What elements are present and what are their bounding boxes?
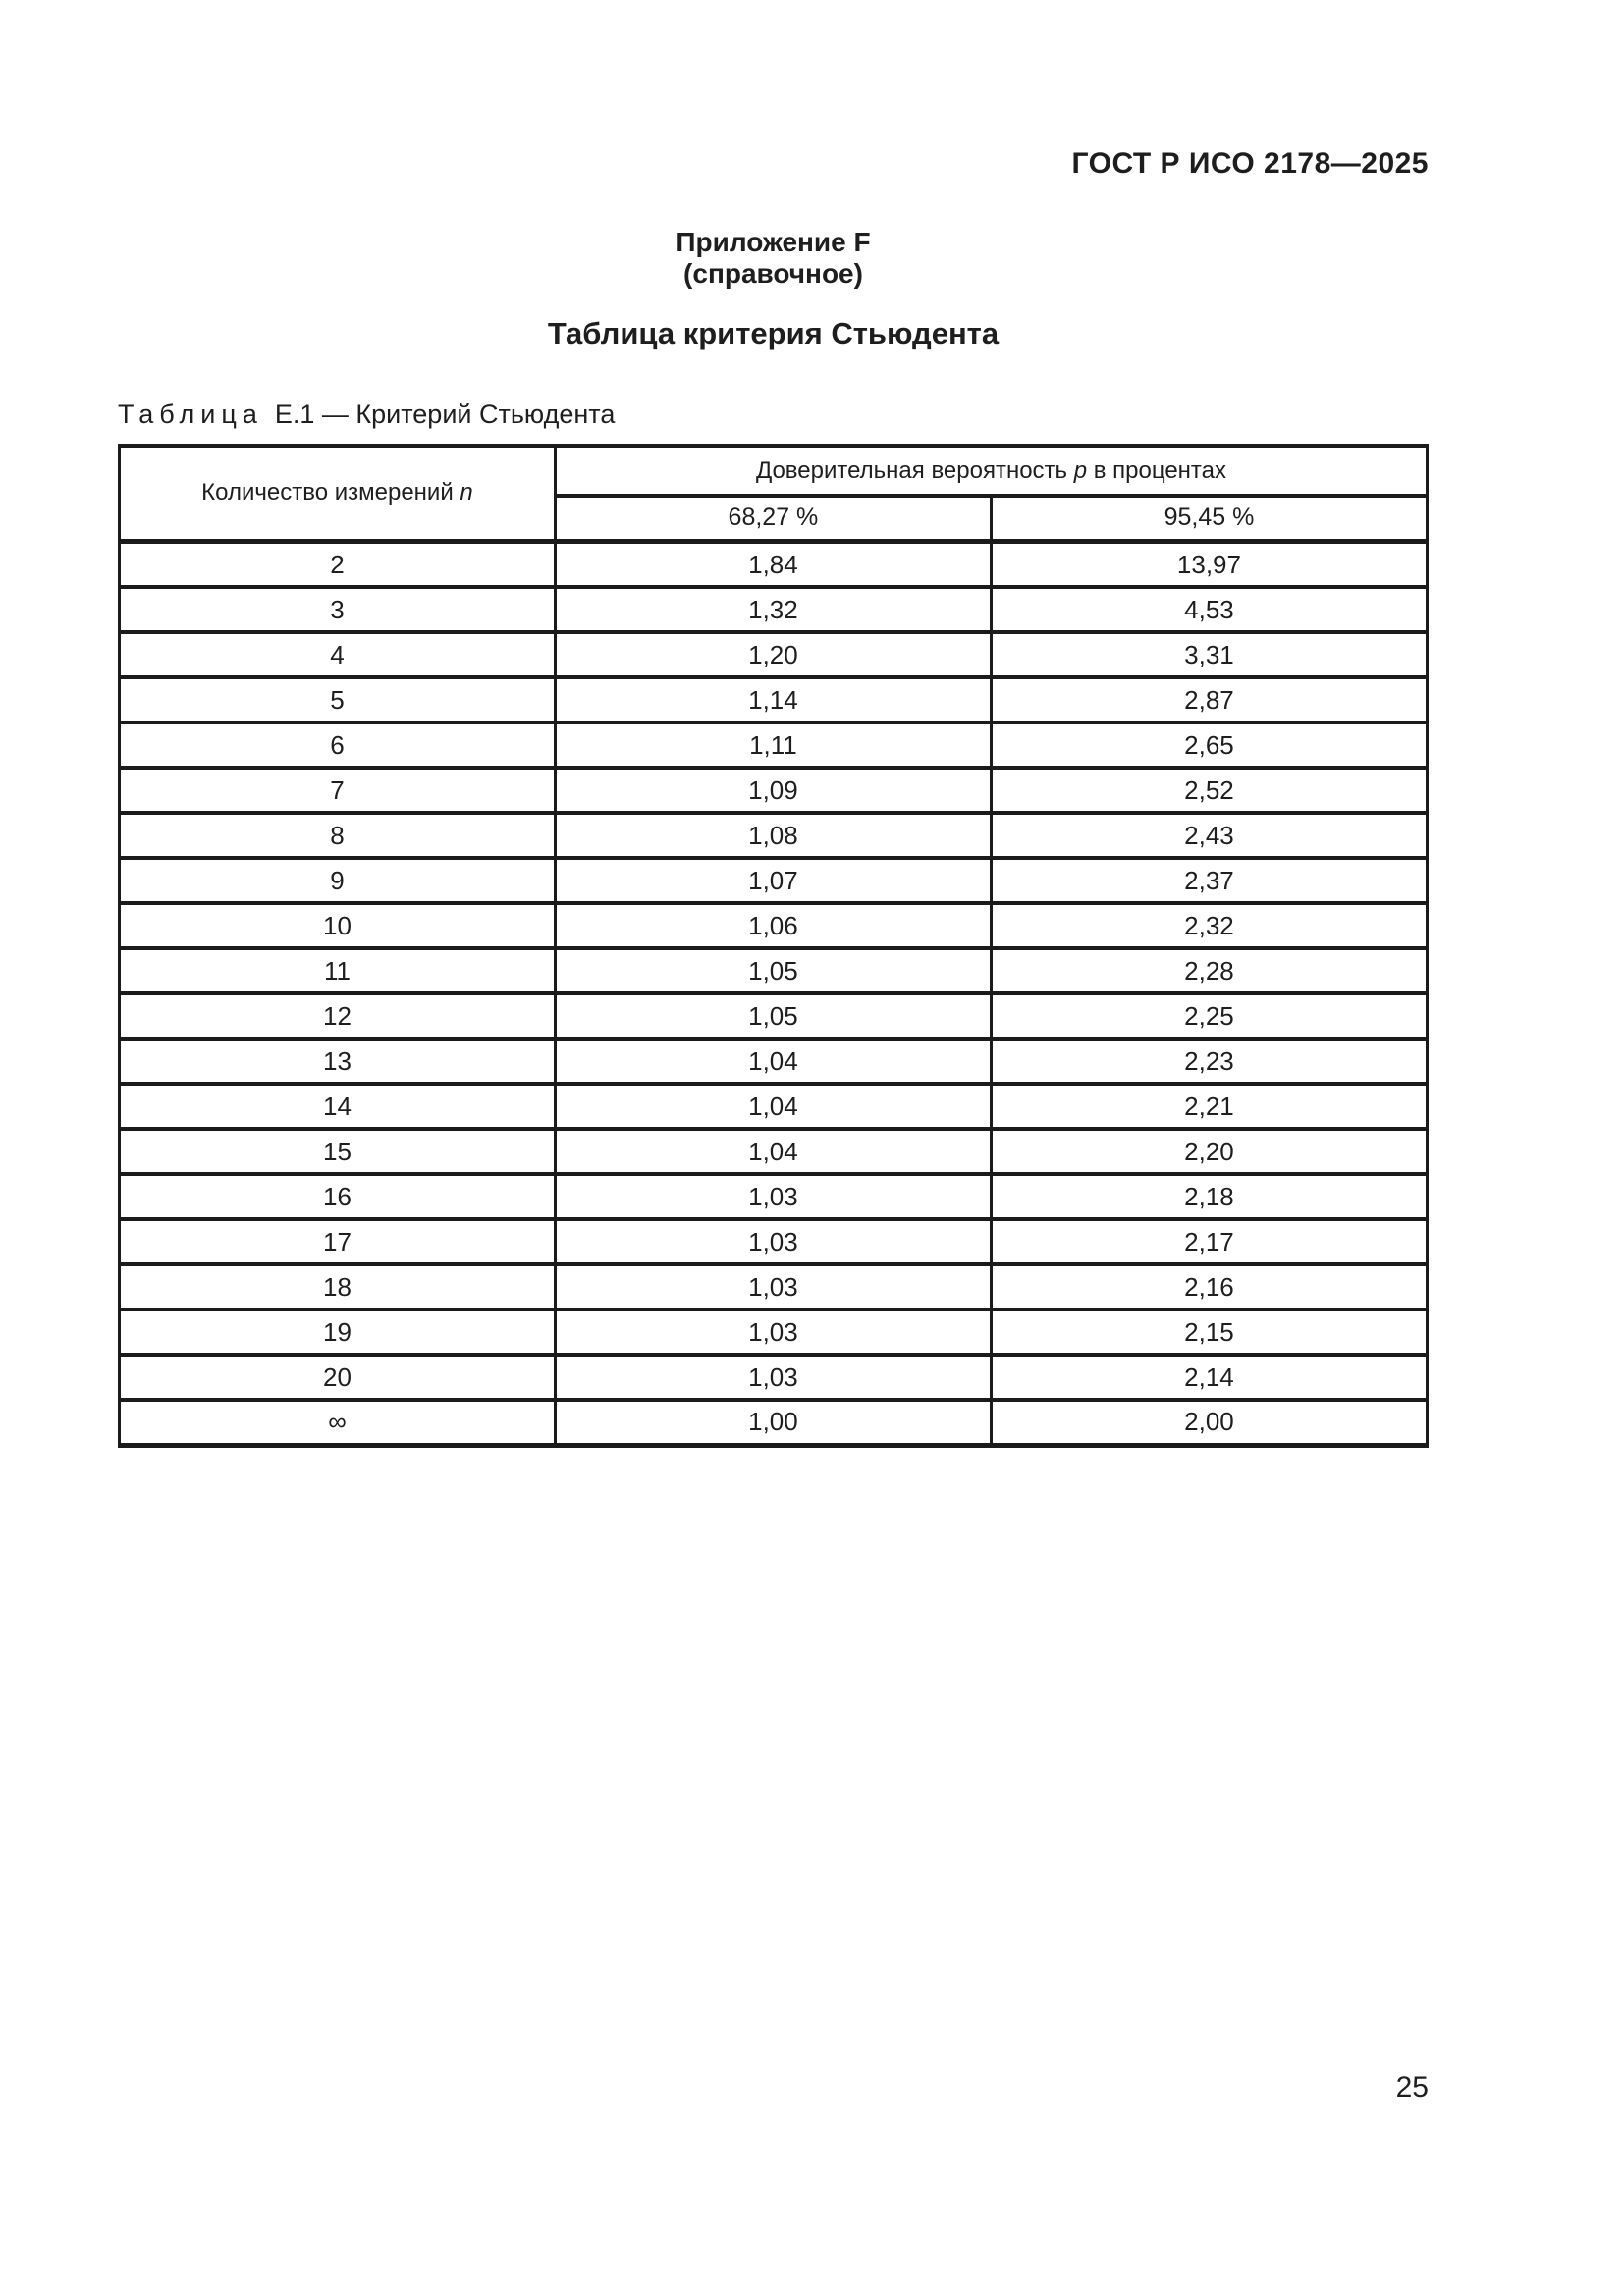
table-cell: 3,31 xyxy=(991,632,1427,677)
table-cell: 5 xyxy=(120,677,556,722)
table-cell: 1,05 xyxy=(555,993,991,1039)
table-row xyxy=(120,1264,1428,1309)
table-cell: 20 xyxy=(120,1355,556,1400)
table-cell: 10 xyxy=(120,903,556,948)
table-cell: 4,53 xyxy=(991,587,1427,632)
table-row xyxy=(120,1129,1428,1174)
table-row xyxy=(120,948,1428,993)
table-cell: 1,04 xyxy=(555,1039,991,1084)
col-header-measurement-count xyxy=(120,446,556,539)
col-header-measurement-count-var: n xyxy=(460,479,473,507)
table-header xyxy=(120,446,1428,542)
table-cell: 1,00 xyxy=(555,1400,991,1445)
table-row xyxy=(120,813,1428,858)
table-cell: 1,04 xyxy=(555,1084,991,1129)
appendix-title: Таблица критерия Стьюдента xyxy=(547,316,1000,350)
table-cell: 2,20 xyxy=(991,1129,1427,1174)
col-header-confidence-probability xyxy=(555,446,1427,496)
table-cell: 1,03 xyxy=(555,1219,991,1264)
student-criterion-table xyxy=(118,444,1429,1448)
table-row xyxy=(120,1309,1428,1355)
table-cell: 2,16 xyxy=(991,1264,1427,1309)
table-cell: ∞ xyxy=(120,1400,556,1445)
table-cell: 2,17 xyxy=(991,1219,1427,1264)
table-cell: 9 xyxy=(120,858,556,903)
table-row xyxy=(120,1039,1428,1084)
table-cell: 4 xyxy=(120,632,556,677)
table-cell: 1,05 xyxy=(555,948,991,993)
table-cell: 17 xyxy=(120,1219,556,1264)
page-number: 25 xyxy=(1395,2071,1429,2104)
table-row xyxy=(120,993,1428,1039)
appendix-note: (справочное) xyxy=(683,258,863,289)
table-cell: 2,14 xyxy=(991,1355,1427,1400)
table-caption-word: Таблица xyxy=(118,400,263,429)
table-cell: 13 xyxy=(120,1039,556,1084)
table-cell: 1,03 xyxy=(555,1355,991,1400)
table-cell: 2,25 xyxy=(991,993,1427,1039)
table-cell: 1,20 xyxy=(555,632,991,677)
table-cell: 16 xyxy=(120,1174,556,1219)
table-cell: 13,97 xyxy=(991,542,1427,587)
table-row xyxy=(120,903,1428,948)
table-cell: 2,87 xyxy=(991,677,1427,722)
table-cell: 1,08 xyxy=(555,813,991,858)
table-row xyxy=(120,1400,1428,1445)
table-cell: 2,37 xyxy=(991,858,1427,903)
table-cell: 2,65 xyxy=(991,722,1427,768)
table-header-row-1 xyxy=(120,446,1428,496)
table-cell: 2,32 xyxy=(991,903,1427,948)
col-header-confidence-text-before: Доверительная вероятность xyxy=(755,456,1074,484)
table-cell: 2,28 xyxy=(991,948,1427,993)
table-row xyxy=(120,1219,1428,1264)
table-cell: 1,03 xyxy=(555,1264,991,1309)
subheader-95-45: 95,45 % xyxy=(991,496,1427,539)
table-cell: 2,52 xyxy=(991,768,1427,813)
subheader-68-27: 68,27 % xyxy=(555,496,991,539)
table-cell: 1,84 xyxy=(555,542,991,587)
col-header-confidence-var: p xyxy=(1073,456,1088,484)
table-caption xyxy=(118,400,1429,430)
table-cell: 1,06 xyxy=(555,903,991,948)
table-cell: 1,03 xyxy=(555,1174,991,1219)
table-row xyxy=(120,1084,1428,1129)
table-cell: 2,00 xyxy=(991,1400,1427,1445)
table-row xyxy=(120,677,1428,722)
table-row xyxy=(120,1174,1428,1219)
table-caption-rest: Е.1 — Критерий Стьюдента xyxy=(274,400,616,429)
table-row xyxy=(120,542,1428,587)
table-cell: 6 xyxy=(120,722,556,768)
table-cell: 15 xyxy=(120,1129,556,1174)
table-row xyxy=(120,587,1428,632)
table-cell: 1,14 xyxy=(555,677,991,722)
table-cell: 1,04 xyxy=(555,1129,991,1174)
doc-code: ГОСТ Р ИСО 2178—2025 xyxy=(1071,147,1429,180)
table-cell: 2,15 xyxy=(991,1309,1427,1355)
table-row xyxy=(120,768,1428,813)
col-header-confidence-text-after: в процентах xyxy=(1087,456,1227,484)
table-cell: 3 xyxy=(120,587,556,632)
table-cell: 2,43 xyxy=(991,813,1427,858)
table-cell: 1,09 xyxy=(555,768,991,813)
student-table-body xyxy=(120,542,1428,1445)
table-row xyxy=(120,858,1428,903)
table-cell: 1,11 xyxy=(555,722,991,768)
table-cell: 14 xyxy=(120,1084,556,1129)
table-cell: 18 xyxy=(120,1264,556,1309)
table-cell: 8 xyxy=(120,813,556,858)
table-cell: 2,18 xyxy=(991,1174,1427,1219)
table-row xyxy=(120,632,1428,677)
table-cell: 12 xyxy=(120,993,556,1039)
table-cell: 1,32 xyxy=(555,587,991,632)
appendix-label: Приложение F xyxy=(676,227,871,257)
table-cell: 2 xyxy=(120,542,556,587)
table-cell: 11 xyxy=(120,948,556,993)
table-row xyxy=(120,1355,1428,1400)
table-row xyxy=(120,722,1428,768)
table-cell: 2,23 xyxy=(991,1039,1427,1084)
table-cell: 2,21 xyxy=(991,1084,1427,1129)
table-cell: 1,03 xyxy=(555,1309,991,1355)
table-cell: 19 xyxy=(120,1309,556,1355)
col-header-measurement-count-text: Количество измерений xyxy=(201,479,460,507)
table-cell: 7 xyxy=(120,768,556,813)
table-cell: 1,07 xyxy=(555,858,991,903)
